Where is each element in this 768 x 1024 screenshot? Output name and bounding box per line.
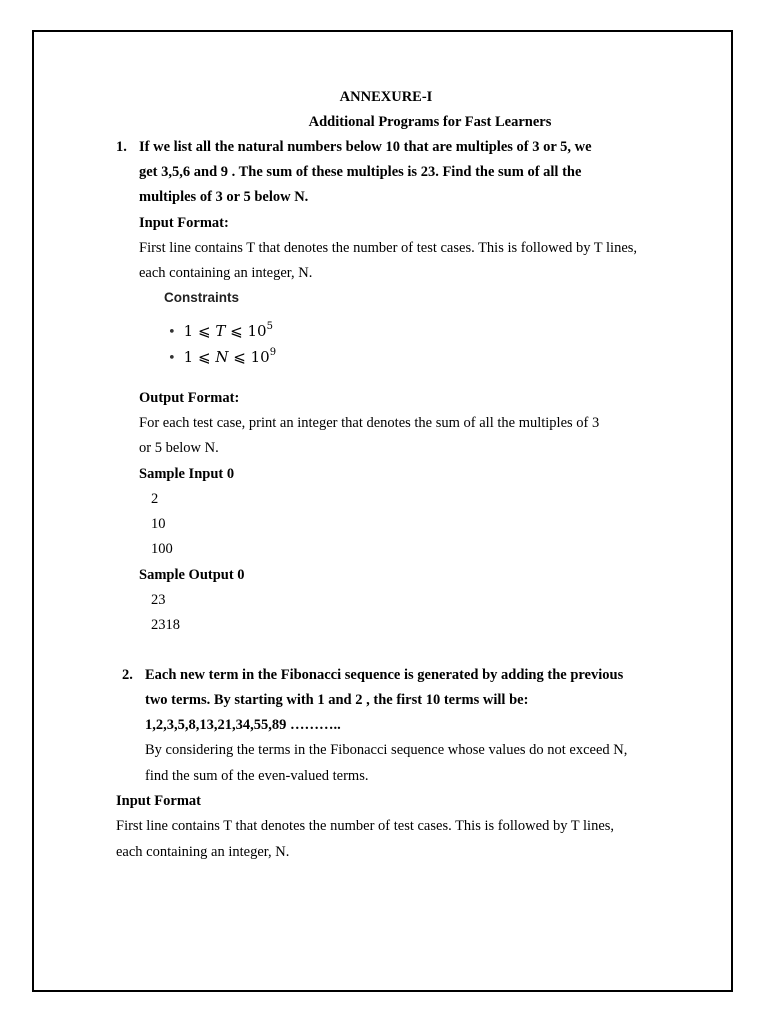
sample-input-line-2: 10 [151,516,166,532]
problem-1-output-format-line-2: or 5 below N. [139,440,219,456]
constraint-t: • 1 ⩽ T ⩽ $10^5$ [168,321,273,340]
problem-2-input-format-heading: Input Format [116,793,201,809]
sample-output-line-2: 2318 [151,617,180,633]
sample-output-line-1: 23 [151,592,166,608]
document-subtitle: Additional Programs for Fast Learners [308,114,552,130]
problem-1-input-format-heading: Input Format: [139,215,229,231]
problem-2-input-format-line-2: each containing an integer, N. [116,844,290,860]
problem-2-statement-line-2: two terms. By starting with 1 and 2 , the first 10 terms will be: [145,692,529,708]
sample-input-heading: Sample Input 0 [139,466,235,482]
problem-1-number: 1. [116,139,127,155]
annexure-title: ANNEXURE-I [339,89,433,105]
problem-2-statement-line-3: 1,2,3,5,8,13,21,34,55,89 ……….. [145,717,341,733]
constraints-heading: Constraints [164,290,240,305]
problem-2-description-line-2: find the sum of the even-valued terms. [145,768,369,784]
sample-input-line-3: 100 [151,541,173,557]
problem-1-output-format-line-1: For each test case, print an integer that denotes the sum of all the multiples of 3 [139,415,600,431]
constraint-n: • 1 ⩽ N ⩽ $10^9$ [168,347,277,366]
problem-1-statement-line-1: If we list all the natural numbers below 10 that are multiples of 3 or 5, we [139,139,592,155]
problem-1-statement-line-3: multiples of 3 or 5 below N. [139,189,309,205]
bullet-icon: • [168,351,176,366]
problem-2-statement-line-1: Each new term in the Fibonacci sequence is generated by adding the previous [145,667,624,683]
problem-1-input-format-line-1: First line contains T that denotes the number of test cases. This is followed by T lines, [139,240,638,256]
problem-2-input-format-line-1: First line contains T that denotes the number of test cases. This is followed by T lines, [116,818,615,834]
problem-1-statement-line-2: get 3,5,6 and 9 . The sum of these multiples is 23. Find the sum of all the [139,164,582,180]
sample-output-heading: Sample Output 0 [139,567,245,583]
problem-2-number: 2. [122,667,133,683]
sample-input-line-1: 2 [151,491,159,507]
problem-2-description-line-1: By considering the terms in the Fibonacci sequence whose values do not exceed N, [145,742,628,758]
bullet-icon: • [168,325,176,340]
problem-1-input-format-line-2: each containing an integer, N. [139,265,313,281]
problem-1-output-format-heading: Output Format: [139,390,240,406]
